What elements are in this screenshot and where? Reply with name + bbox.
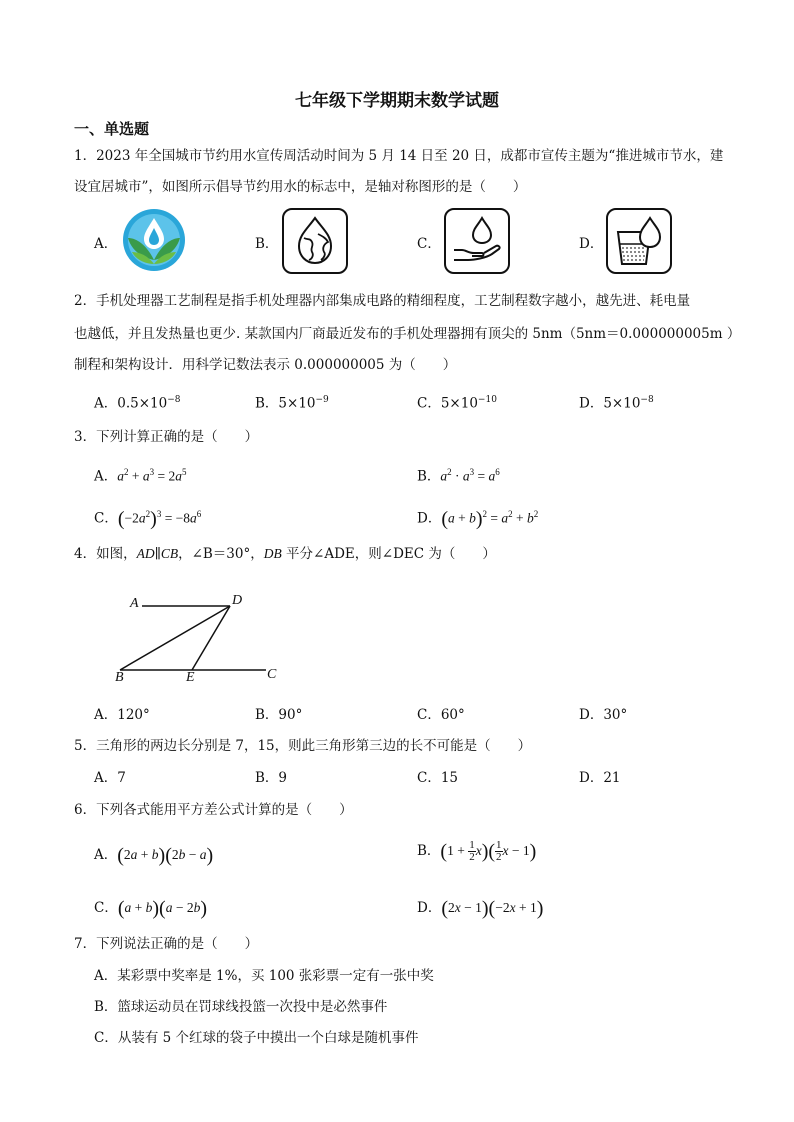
q2-stem-line2: 也越低，并且发热量也更少. 某款国内厂商最近发布的手机处理器拥有顶尖的 5nm（5nm＝0.000000005m ） — [74, 326, 741, 342]
q7-option-b: B．篮球运动员在罚球线投篮一次投中是必然事件 — [94, 999, 388, 1015]
q1-option-c-label: C． — [417, 236, 441, 252]
q3-option-d: D．$(a + b)^2 = a^2 + b^2$ — [417, 508, 539, 530]
point-c-label: C — [267, 667, 277, 682]
q4-option-c: C．60° — [417, 707, 465, 723]
q4-option-b: B．90° — [255, 707, 303, 723]
q6-stem: 6．下列各式能用平方差公式计算的是（ ） — [74, 802, 353, 818]
section-heading: 一、单选题 — [74, 120, 150, 138]
q5-option-a: A．7 — [94, 770, 126, 786]
q6-option-d: D．(2x − 1)(−2x + 1) — [417, 897, 544, 920]
water-drop-cup-icon — [606, 208, 670, 272]
q6-option-c: C．(a + b)(a − 2b) — [94, 897, 208, 920]
point-a-label: A — [130, 596, 139, 611]
q7-option-c: C．从装有 5 个红球的袋子中摸出一个白球是随机事件 — [94, 1030, 419, 1046]
q2-option-c: C．$5\times 10^{-10}$ — [417, 395, 497, 412]
q1-option-d-label: D． — [579, 236, 604, 252]
q3-option-a: A．$a^2 + a^3 = 2a^5$ — [94, 467, 187, 485]
water-drop-leaves-logo-icon — [122, 208, 186, 272]
point-d-label: D — [232, 593, 243, 608]
q2-stem-line3: 制程和架构设计．用科学记数法表示 0.000000005 为（ ） — [74, 357, 457, 373]
water-drop-globe-icon — [282, 208, 346, 272]
q4-geometry-figure — [110, 590, 290, 690]
q1-option-b-label: B． — [255, 236, 279, 252]
point-e-label: E — [186, 670, 195, 685]
water-drop-hand-icon — [444, 208, 508, 272]
q1-stem-line1: 1．2023 年全国城市节约用水宣传周活动时间为 5 月 14 日至 20 日，成都市宣传主题为“推进城市节水，建 — [74, 148, 724, 164]
q3-stem: 3．下列计算正确的是（ ） — [74, 429, 259, 445]
q7-stem: 7．下列说法正确的是（ ） — [74, 936, 259, 952]
q7-option-a: A．某彩票中奖率是 1%，买 100 张彩票一定有一张中奖 — [94, 968, 434, 984]
q3-option-b: B．$a^2 \cdot a^3 = a^6$ — [417, 467, 500, 485]
q1-stem-line2: 设宜居城市”，如图所示倡导节约用水的标志中，是轴对称图形的是（ ） — [74, 179, 527, 195]
q2-option-a: A．$0.5\times 10^{-8}$ — [94, 395, 181, 412]
q2-option-b: B．$5\times 10^{-9}$ — [255, 395, 329, 412]
q5-option-b: B．9 — [255, 770, 288, 786]
q5-stem: 5．三角形的两边长分别是 7，15，则此三角形第三边的长不可能是（ ） — [74, 738, 532, 754]
q4-option-a: A．120° — [94, 707, 150, 723]
q5-option-d: D．21 — [579, 770, 621, 786]
q2-stem-line1: 2．手机处理器工艺制程是指手机处理器内部集成电路的精细程度，工艺制程数字越小，越先进、耗电量 — [74, 293, 691, 309]
point-b-label: B — [115, 670, 124, 685]
q3-option-c: C．$(-2a^2)^3 = -8a^6$ — [94, 508, 202, 530]
q4-stem: 4．如图，AD∥CB，∠B＝30°，DB 平分∠ADE，则∠DEC 为（ ） — [74, 546, 496, 562]
q4-option-d: D．30° — [579, 707, 628, 723]
q6-option-b: B．(1 + $\frac{1}{2}$ x)( $\frac{1}{2}$ x − 1) — [417, 839, 537, 863]
q1-option-a-label: A． — [94, 236, 118, 252]
q2-option-d: D．$5\times 10^{-8}$ — [579, 395, 654, 412]
q5-option-c: C．15 — [417, 770, 459, 786]
page-title: 七年级下学期期末数学试题 — [295, 91, 499, 111]
q6-option-a: A．(2a + b)(2b − a) — [94, 844, 214, 867]
